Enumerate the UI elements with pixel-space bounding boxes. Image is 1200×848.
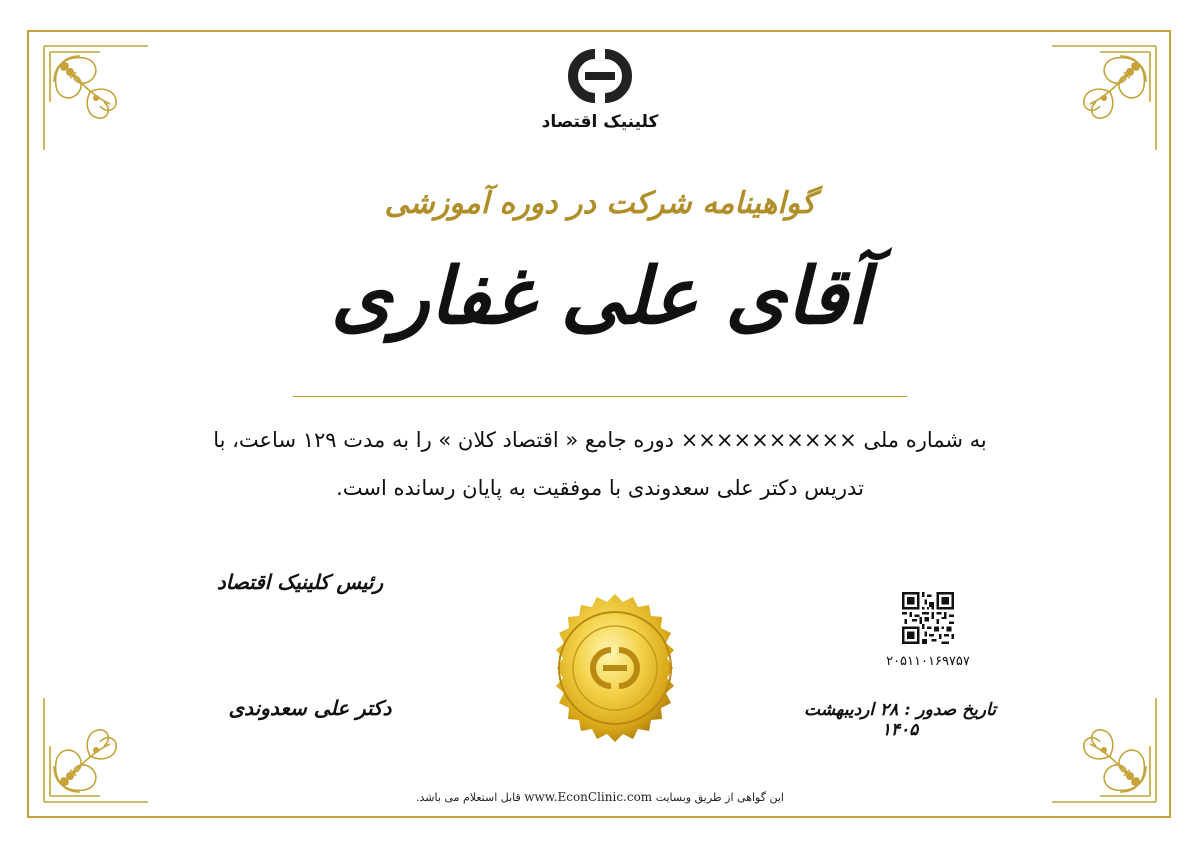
issue-date: تاریخ صدور : ۲۸ اردیبهشت ۱۴۰۵ xyxy=(804,700,996,740)
gold-seal-icon xyxy=(539,592,691,744)
signatory-title: رئیس کلینیک اقتصاد xyxy=(216,570,384,594)
website-link[interactable]: www.EconClinic.com xyxy=(524,790,653,804)
logo-text: کلینیک اقتصاد xyxy=(541,112,659,132)
signatory-name: دکتر علی سعدوندی xyxy=(228,696,392,720)
verification-footer xyxy=(300,790,900,804)
certificate-id: ۲۰۵۱۱۰۱۶۹۷۵۷ xyxy=(886,654,970,669)
qr-code-icon[interactable] xyxy=(902,592,954,644)
corner-ornament-icon xyxy=(40,42,152,154)
body-line: تدریس دکتر علی سعدوندی با موفقیت به پایان رسانده است. xyxy=(336,476,864,500)
footer-suffix: قابل استعلام می باشد. xyxy=(416,791,521,804)
corner-ornament-icon xyxy=(40,694,152,806)
corner-ornament-icon xyxy=(1048,42,1160,154)
footer-prefix: این گواهی از طریق وبسایت xyxy=(655,791,784,804)
corner-ornament-icon xyxy=(1048,694,1160,806)
econclinic-logo-icon xyxy=(555,44,645,108)
body-line: به شماره ملی ×××××××××× دوره جامع « اقتصاد کلان » را به مدت ۱۲۹ ساعت، با xyxy=(213,428,987,452)
certificate-body xyxy=(170,416,1030,512)
certificate-subtitle: گواهینامه شرکت در دوره آموزشی xyxy=(384,186,816,221)
divider xyxy=(293,396,907,397)
recipient-name: آقای علی غفاری xyxy=(330,251,870,342)
